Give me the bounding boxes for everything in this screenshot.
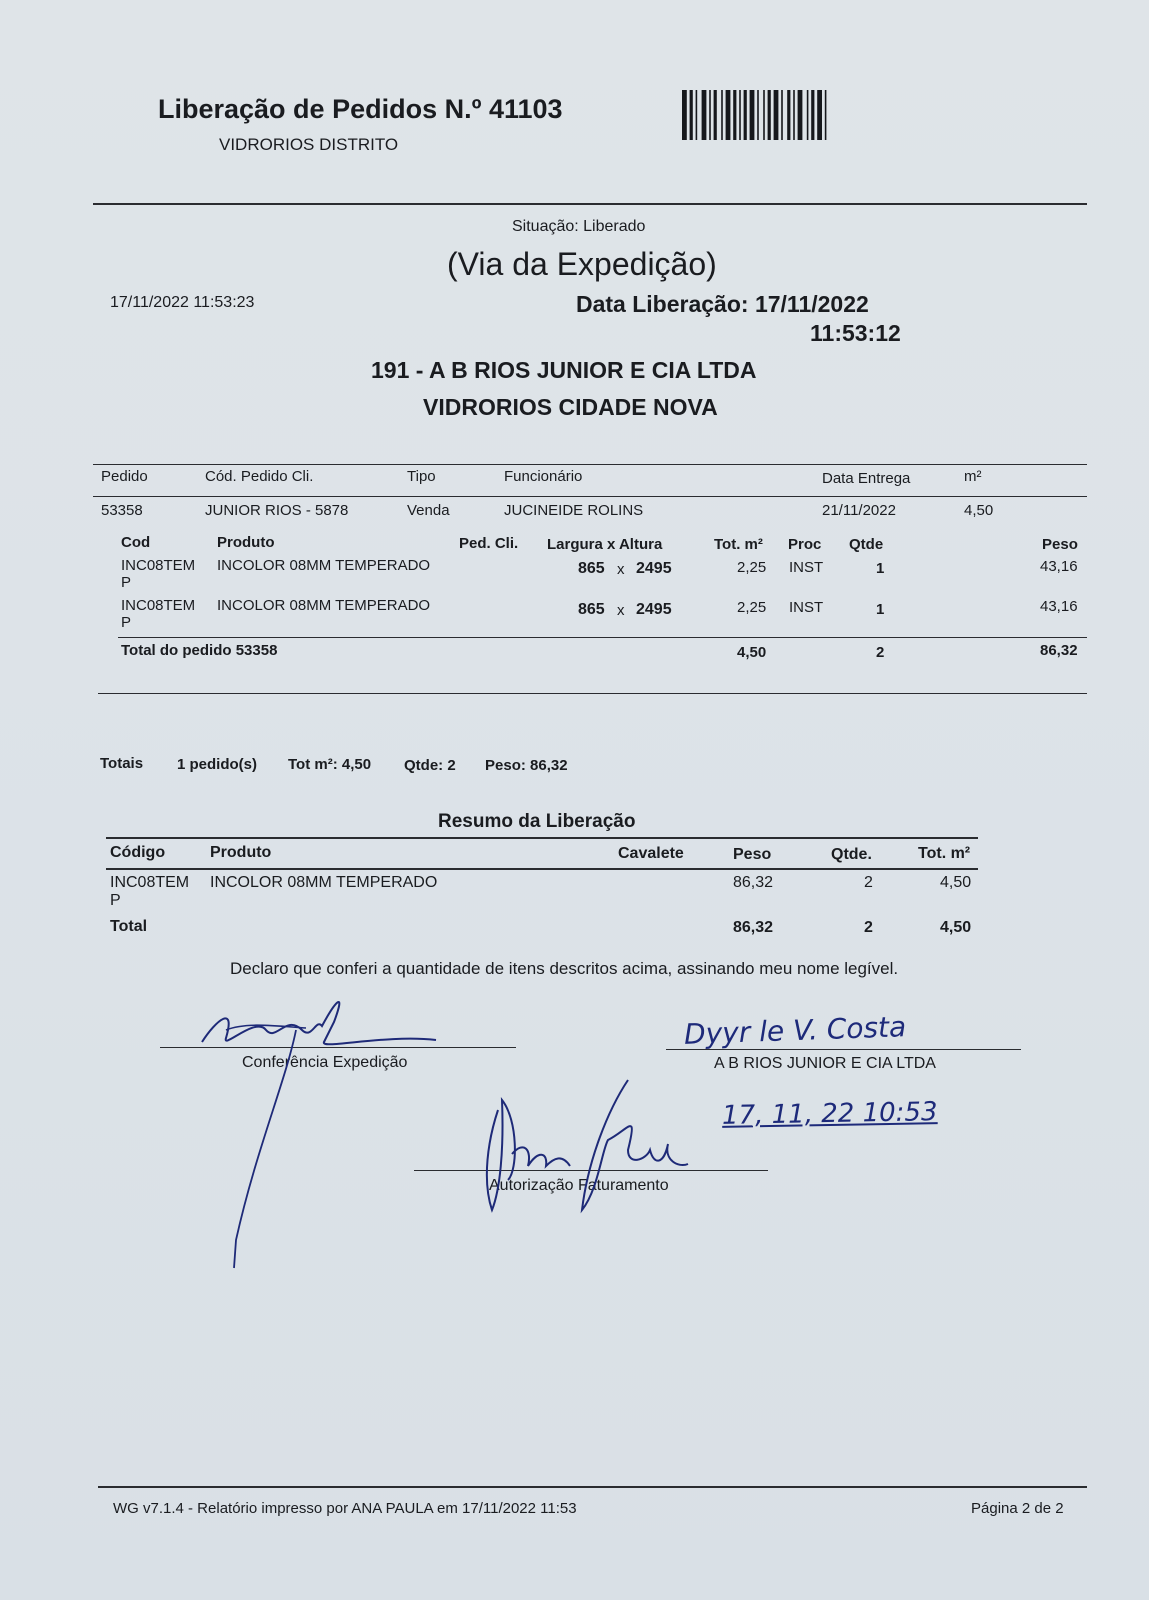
resumo-col-produto: Produto (210, 844, 272, 861)
col-funcionario: Funcionário (504, 468, 583, 485)
footer-report: WG v7.1.4 - Relatório impresso por ANA PAULA em 17/11/2022 11:53 (113, 1500, 577, 1517)
item-qtde: 1 (876, 560, 885, 577)
resumo-produto: INCOLOR 08MM TEMPERADO (210, 874, 438, 891)
barcode-icon (682, 90, 856, 140)
item-tot-m2: 2,25 (737, 599, 767, 616)
resumo-total-qtde: 2 (864, 919, 873, 936)
item-altura: 2495 (636, 601, 672, 618)
company-name: VIDRORIOS DISTRITO (219, 135, 399, 154)
order-total-qtde: 2 (876, 644, 885, 661)
order-funcionario: JUCINEIDE ROLINS (504, 502, 644, 519)
item-cod: INC08TEM (121, 557, 196, 574)
col-data-entrega: Data Entrega (822, 470, 911, 487)
signature-label-conferencia: Conferência Expedição (242, 1054, 408, 1071)
resumo-qtde: 2 (864, 874, 873, 891)
item-cod-wrap: P (121, 614, 132, 631)
totals-peso: Peso: 86,32 (485, 757, 568, 774)
resumo-title: Resumo da Liberação (438, 811, 636, 832)
situacao-label: Situação: Liberado (512, 218, 646, 235)
item-largura: 865 (578, 601, 605, 618)
item-qtde: 1 (876, 601, 885, 618)
document-title: Liberação de Pedidos N.º 41103 (158, 94, 563, 124)
items-col-proc: Proc (788, 536, 822, 553)
conferencia-signature (196, 990, 456, 1270)
item-proc: INST (789, 599, 824, 616)
header-divider (93, 203, 1087, 205)
item-x: x (617, 602, 625, 619)
footer-divider (98, 1486, 1087, 1488)
item-x: x (617, 561, 625, 578)
resumo-cod: INC08TEM (110, 874, 190, 891)
order-total-label: Total do pedido 53358 (121, 642, 278, 659)
resumo-col-tot-m2: Tot. m² (918, 845, 971, 862)
items-col-largura-altura: Largura x Altura (547, 536, 663, 553)
client-name: 191 - A B RIOS JUNIOR E CIA LTDA (371, 357, 757, 383)
via-title: (Via da Expedição) (447, 246, 717, 282)
col-m2: m² (964, 468, 982, 485)
items-col-produto: Produto (217, 534, 275, 551)
autorizacao-handwritten-text (503, 1138, 508, 1139)
footer-page: Página 2 de 2 (971, 1500, 1064, 1517)
table-bottom-divider (98, 693, 1087, 694)
order-total-m2: 4,50 (737, 644, 767, 661)
totals-pedidos: 1 pedido(s) (177, 756, 258, 773)
resumo-peso: 86,32 (733, 874, 774, 891)
table-header-divider (93, 496, 1087, 497)
order-data-entrega: 21/11/2022 (822, 502, 896, 519)
order-tipo: Venda (407, 502, 450, 519)
item-altura: 2495 (636, 560, 672, 577)
client-handwritten-signature: Dyyr le V. Costa (683, 1010, 907, 1051)
item-cod-wrap: P (121, 574, 132, 591)
signature-label-autorizacao: Autorização Faturamento (489, 1177, 669, 1194)
data-liberacao: Data Liberação: 17/11/2022 (576, 291, 869, 317)
order-total-peso: 86,32 (1040, 642, 1078, 659)
item-cod: INC08TEM (121, 597, 196, 614)
autorizacao-signature (478, 1080, 698, 1220)
item-produto: INCOLOR 08MM TEMPERADO (217, 557, 431, 574)
order-client-code: JUNIOR RIOS - 5878 (205, 502, 349, 519)
client-store: VIDRORIOS CIDADE NOVA (423, 394, 718, 420)
resumo-total-label: Total (110, 918, 148, 935)
resumo-col-peso: Peso (733, 846, 772, 863)
signature-label-client: A B RIOS JUNIOR E CIA LTDA (714, 1055, 936, 1072)
col-pedido: Pedido (101, 468, 148, 485)
resumo-total-m2: 4,50 (940, 919, 972, 936)
resumo-tot-m2: 4,50 (940, 874, 972, 891)
items-col-qtde: Qtde (849, 536, 884, 553)
resumo-total-peso: 86,32 (733, 919, 774, 936)
items-col-ped-cli: Ped. Cli. (459, 535, 519, 552)
order-m2: 4,50 (964, 502, 994, 519)
resumo-top-divider (106, 837, 978, 839)
item-largura: 865 (578, 560, 605, 577)
resumo-header-divider (106, 868, 978, 870)
item-proc: INST (789, 559, 824, 576)
totals-label: Totais (100, 755, 144, 772)
handwritten-date: 17, 11, 22 10:53 (721, 1097, 938, 1131)
totals-qtde: Qtde: 2 (404, 757, 456, 774)
data-liberacao-time: 11:53:12 (810, 320, 901, 346)
col-tipo: Tipo (407, 468, 436, 485)
resumo-col-qtde: Qtde. (831, 846, 872, 863)
resumo-col-cavalete: Cavalete (618, 845, 684, 862)
item-peso: 43,16 (1040, 598, 1078, 615)
table-top-divider (93, 464, 1087, 465)
items-col-tot-m2: Tot. m² (714, 536, 763, 553)
item-produto: INCOLOR 08MM TEMPERADO (217, 597, 431, 614)
declaration-text: Declaro que conferi a quantidade de itens descritos acima, assinando meu nome legível. (230, 959, 899, 978)
col-cod-pedido-cli: Cód. Pedido Cli. (205, 468, 314, 485)
items-col-cod: Cod (121, 534, 151, 551)
resumo-cod-wrap: P (110, 892, 121, 909)
items-total-divider (118, 637, 1087, 638)
resumo-col-codigo: Código (110, 844, 166, 861)
print-datetime: 17/11/2022 11:53:23 (110, 294, 255, 311)
item-peso: 43,16 (1040, 558, 1078, 575)
totals-m2: Tot m²: 4,50 (288, 756, 372, 773)
item-tot-m2: 2,25 (737, 559, 767, 576)
items-col-peso: Peso (1042, 536, 1078, 553)
order-number: 53358 (101, 502, 143, 519)
